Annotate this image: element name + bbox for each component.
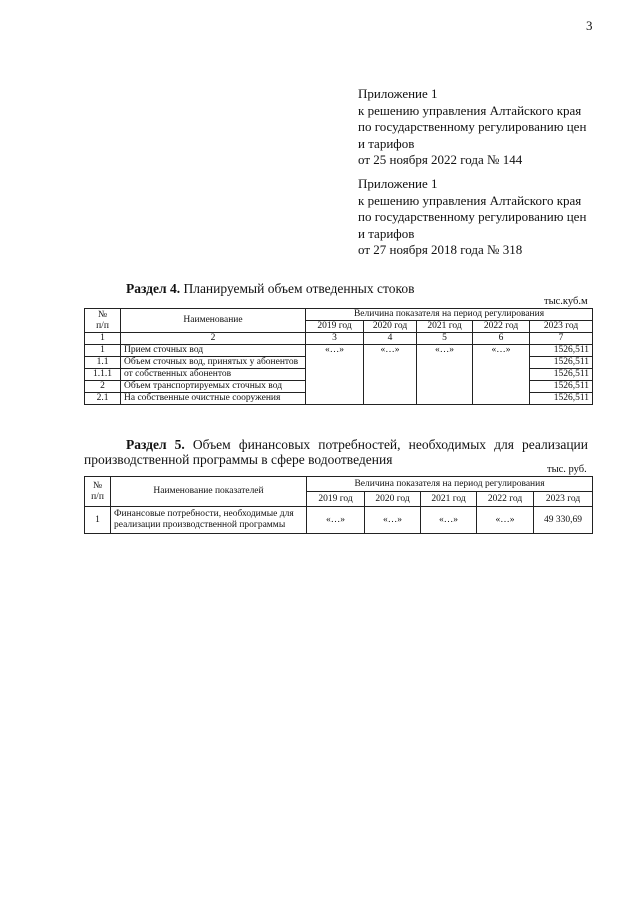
row-value <box>306 393 364 405</box>
section4-heading <box>126 281 414 297</box>
row-num: 1.1.1 <box>85 369 121 381</box>
page-number: 3 <box>586 18 593 33</box>
header-num: № п/п <box>85 309 121 333</box>
appendix-line: и тарифов <box>358 135 415 151</box>
header-year: 2022 год <box>477 492 534 507</box>
row-value: 1526,511 <box>530 393 593 405</box>
row-value: 1526,511 <box>530 369 593 381</box>
row-value <box>473 369 530 381</box>
section4-label: Раздел 4. <box>126 281 181 296</box>
row-value <box>473 357 530 369</box>
section4-units: тыс.куб.м <box>544 296 588 307</box>
row-value: «…» <box>473 345 530 357</box>
section5-title-line1: Объем финансовых потребностей, необходимых для реализации <box>192 437 589 452</box>
header-period: Величина показателя на период регулирования <box>307 477 593 492</box>
section5-title-line2: производственной программы в сфере водоотведения <box>84 452 393 467</box>
table-row <box>85 381 593 393</box>
header-period: Величина показателя на период регулирования <box>306 309 593 321</box>
row-value <box>417 369 473 381</box>
appendix-line: Приложение 1 <box>358 86 438 101</box>
appendix-line: по государственному регулированию цен <box>358 119 587 134</box>
row-value: 1526,511 <box>530 357 593 369</box>
appendix-line: по государственному регулированию цен <box>358 209 587 224</box>
row-value: «…» <box>477 507 534 534</box>
row-name: Прием сточных вод <box>121 345 306 357</box>
row-value: 1526,511 <box>530 381 593 393</box>
appendix-current <box>358 86 618 169</box>
row-value <box>473 393 530 405</box>
row-value: 1526,511 <box>530 345 593 357</box>
column-number: 7 <box>530 333 593 345</box>
row-value <box>417 381 473 393</box>
row-num: 1.1 <box>85 357 121 369</box>
row-value: «…» <box>364 345 417 357</box>
section4-title: Планируемый объем отведенных стоков <box>183 281 415 296</box>
section5-heading-line1 <box>84 437 588 452</box>
row-name: Объем транспортируемых сточных вод <box>121 381 306 393</box>
row-name: от собственных абонентов <box>121 369 306 381</box>
header-year: 2023 год <box>534 492 593 507</box>
header-year: 2020 год <box>364 321 417 333</box>
table-row <box>85 393 593 405</box>
table-row <box>85 507 593 534</box>
column-number: 1 <box>85 333 121 345</box>
column-number: 4 <box>364 333 417 345</box>
section5-table <box>84 476 593 534</box>
row-num: 1 <box>85 507 111 534</box>
row-value <box>417 357 473 369</box>
header-name: Наименование показателей <box>111 477 307 507</box>
table-row <box>85 369 593 381</box>
row-value <box>306 381 364 393</box>
row-name: На собственные очистные сооружения <box>121 393 306 405</box>
header-year: 2019 год <box>307 492 365 507</box>
table-row <box>85 357 593 369</box>
row-name: Объем сточных вод, принятых у абонентов <box>121 357 306 369</box>
row-value <box>306 357 364 369</box>
section5-units: тыс. руб. <box>547 464 587 475</box>
column-number: 5 <box>417 333 473 345</box>
row-num: 1 <box>85 345 121 357</box>
row-value <box>364 393 417 405</box>
row-value: «…» <box>307 507 365 534</box>
appendix-original <box>358 176 618 259</box>
row-value <box>306 369 364 381</box>
table-row <box>85 345 593 357</box>
row-value: «…» <box>421 507 477 534</box>
appendix-line: от 25 ноября 2022 года № 144 <box>358 152 523 167</box>
appendix-line: и тарифов <box>358 225 415 241</box>
header-year: 2021 год <box>421 492 477 507</box>
header-year: 2019 год <box>306 321 364 333</box>
header-year: 2022 год <box>473 321 530 333</box>
row-value <box>364 369 417 381</box>
row-value: «…» <box>365 507 421 534</box>
row-value: «…» <box>417 345 473 357</box>
appendix-line: Приложение 1 <box>358 176 438 191</box>
header-num: № п/п <box>85 477 111 507</box>
column-number: 3 <box>306 333 364 345</box>
row-value <box>473 381 530 393</box>
row-value <box>364 381 417 393</box>
header-year: 2023 год <box>530 321 593 333</box>
row-name: Финансовые потребности, необходимые для реализации производственной программы <box>111 507 307 534</box>
section5-label: Раздел 5. <box>126 437 185 452</box>
row-value: «…» <box>306 345 364 357</box>
row-num: 2 <box>85 381 121 393</box>
row-value: 49 330,69 <box>534 507 593 534</box>
appendix-line: к решению управления Алтайского края <box>358 102 582 118</box>
column-number: 6 <box>473 333 530 345</box>
header-year: 2020 год <box>365 492 421 507</box>
row-value <box>364 357 417 369</box>
header-name: Наименование <box>121 309 306 333</box>
section5-heading <box>84 437 588 467</box>
row-num: 2.1 <box>85 393 121 405</box>
appendix-line: от 27 ноября 2018 года № 318 <box>358 242 523 257</box>
appendix-line: к решению управления Алтайского края <box>358 192 582 208</box>
header-year: 2021 год <box>417 321 473 333</box>
column-number: 2 <box>121 333 306 345</box>
row-value <box>417 393 473 405</box>
section4-table <box>84 308 593 405</box>
